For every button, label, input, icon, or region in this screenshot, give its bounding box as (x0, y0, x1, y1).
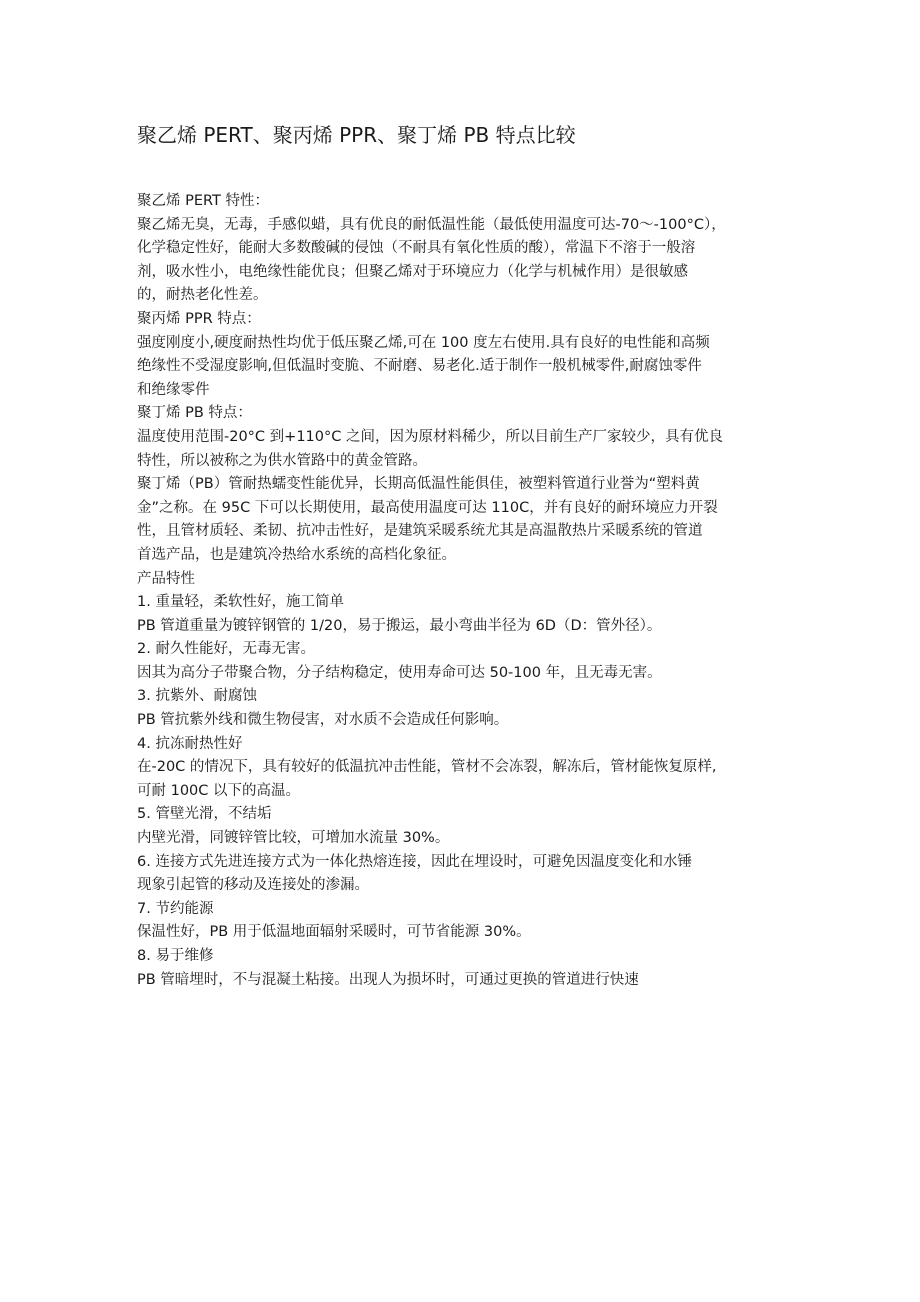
list-item-heading: 5. 管壁光滑，不结垢 (137, 806, 272, 823)
body-line-product-features-heading: 产品特性 (137, 570, 195, 587)
list-item-text: 可耐 100C 以下的高温。 (137, 782, 301, 799)
body-line: 温度使用范围-20°C 到+110°C 之间，因为原材料稀少，所以目前生产厂家较少，具有优良 (137, 428, 723, 445)
list-item-heading: 3. 抗紫外、耐腐蚀 (137, 688, 257, 705)
body-line: 的，耐热老化性差。 (137, 287, 268, 304)
body-line-pb-heading: 聚丁烯 PB 特点： (137, 405, 252, 422)
list-item-text: PB 管道重量为镀锌钢管的 1/20，易于搬运，最小弯曲半径为 6D（D：管外径）。 (137, 617, 662, 634)
list-item-heading: 7. 节约能源 (137, 900, 214, 917)
list-item-heading: 6. 连接方式先进连接方式为一体化热熔连接，因此在埋设时，可避免因温度变化和水锤 (137, 853, 692, 870)
body-line: 强度刚度小,硬度耐热性均优于低压聚乙烯,可在 100 度左右使用.具有良好的电性能和高频 (137, 334, 710, 351)
body-line: 化学稳定性好，能耐大多数酸碱的侵蚀（不耐具有氧化性质的酸），常温下不溶于一般溶 (137, 240, 696, 257)
list-item-text: 在-20C 的情况下，具有较好的低温抗冲击性能，管材不会冻裂，解冻后，管材能恢复原样, (137, 759, 717, 776)
list-item-text: PB 管抗紫外线和微生物侵害，对水质不会造成任何影响。 (137, 712, 509, 729)
list-item-heading: 1. 重量轻，柔软性好，施工简单 (137, 594, 344, 611)
list-item-text: PB 管暗埋时，不与混凝土粘接。出现人为损坏时，可通过更换的管道进行快速 (137, 971, 639, 988)
body-line: 金”之称。在 95C 下可以长期使用，最高使用温度可达 110C，并有良好的耐环境应力开裂 (137, 499, 718, 516)
document-body (137, 190, 787, 992)
body-line-ppr-heading: 聚丙烯 PPR 特点： (137, 310, 261, 327)
list-item-text: 现象引起管的移动及连接处的渗漏。 (137, 877, 369, 894)
body-line: 聚乙烯无臭，无毒，手感似蜡，具有优良的耐低温性能（最低使用温度可达-70～-100°C）， (137, 216, 726, 233)
list-item-heading: 2. 耐久性能好，无毒无害。 (137, 641, 315, 658)
list-item-text: 因其为高分子带聚合物，分子结构稳定，使用寿命可达 50-100 年，且无毒无害。 (137, 664, 662, 681)
body-line: 和绝缘零件 (137, 381, 210, 398)
list-item-text: 内壁光滑，同镀锌管比较，可增加水流量 30%。 (137, 830, 450, 847)
body-line: 绝缘性不受湿度影响,但低温时变脆、不耐磨、易老化.适于制作一般机械零件,耐腐蚀零件 (137, 358, 702, 375)
list-item-heading: 8. 易于维修 (137, 948, 214, 964)
body-line: 性，且管材质轻、柔韧、抗冲击性好，是建筑采暖系统尤其是高温散热片采暖系统的管道 (137, 523, 703, 540)
body-line: 剂，吸水性小，电绝缘性能优良；但聚乙烯对于环境应力（化学与机械作用）是很敏感 (137, 263, 688, 280)
body-line-pert-heading: 聚乙烯 PERT 特性： (137, 193, 270, 209)
body-line: 聚丁烯（PB）管耐热蠕变性能优异，长期高低温性能俱佳，被塑料管道行业誉为“塑料黄 (137, 476, 700, 493)
body-line: 首选产品，也是建筑冷热给水系统的高档化象征。 (137, 546, 456, 563)
body-line: 特性，所以被称之为供水管路中的黄金管路。 (137, 452, 427, 469)
document-title: 聚乙烯 PERT、聚丙烯 PPR、聚丁烯 PB 特点比较 (137, 123, 576, 147)
list-item-heading: 4. 抗冻耐热性好 (137, 735, 243, 752)
list-item-text: 保温性好，PB 用于低温地面辐射采暖时，可节省能源 30%。 (137, 924, 531, 941)
